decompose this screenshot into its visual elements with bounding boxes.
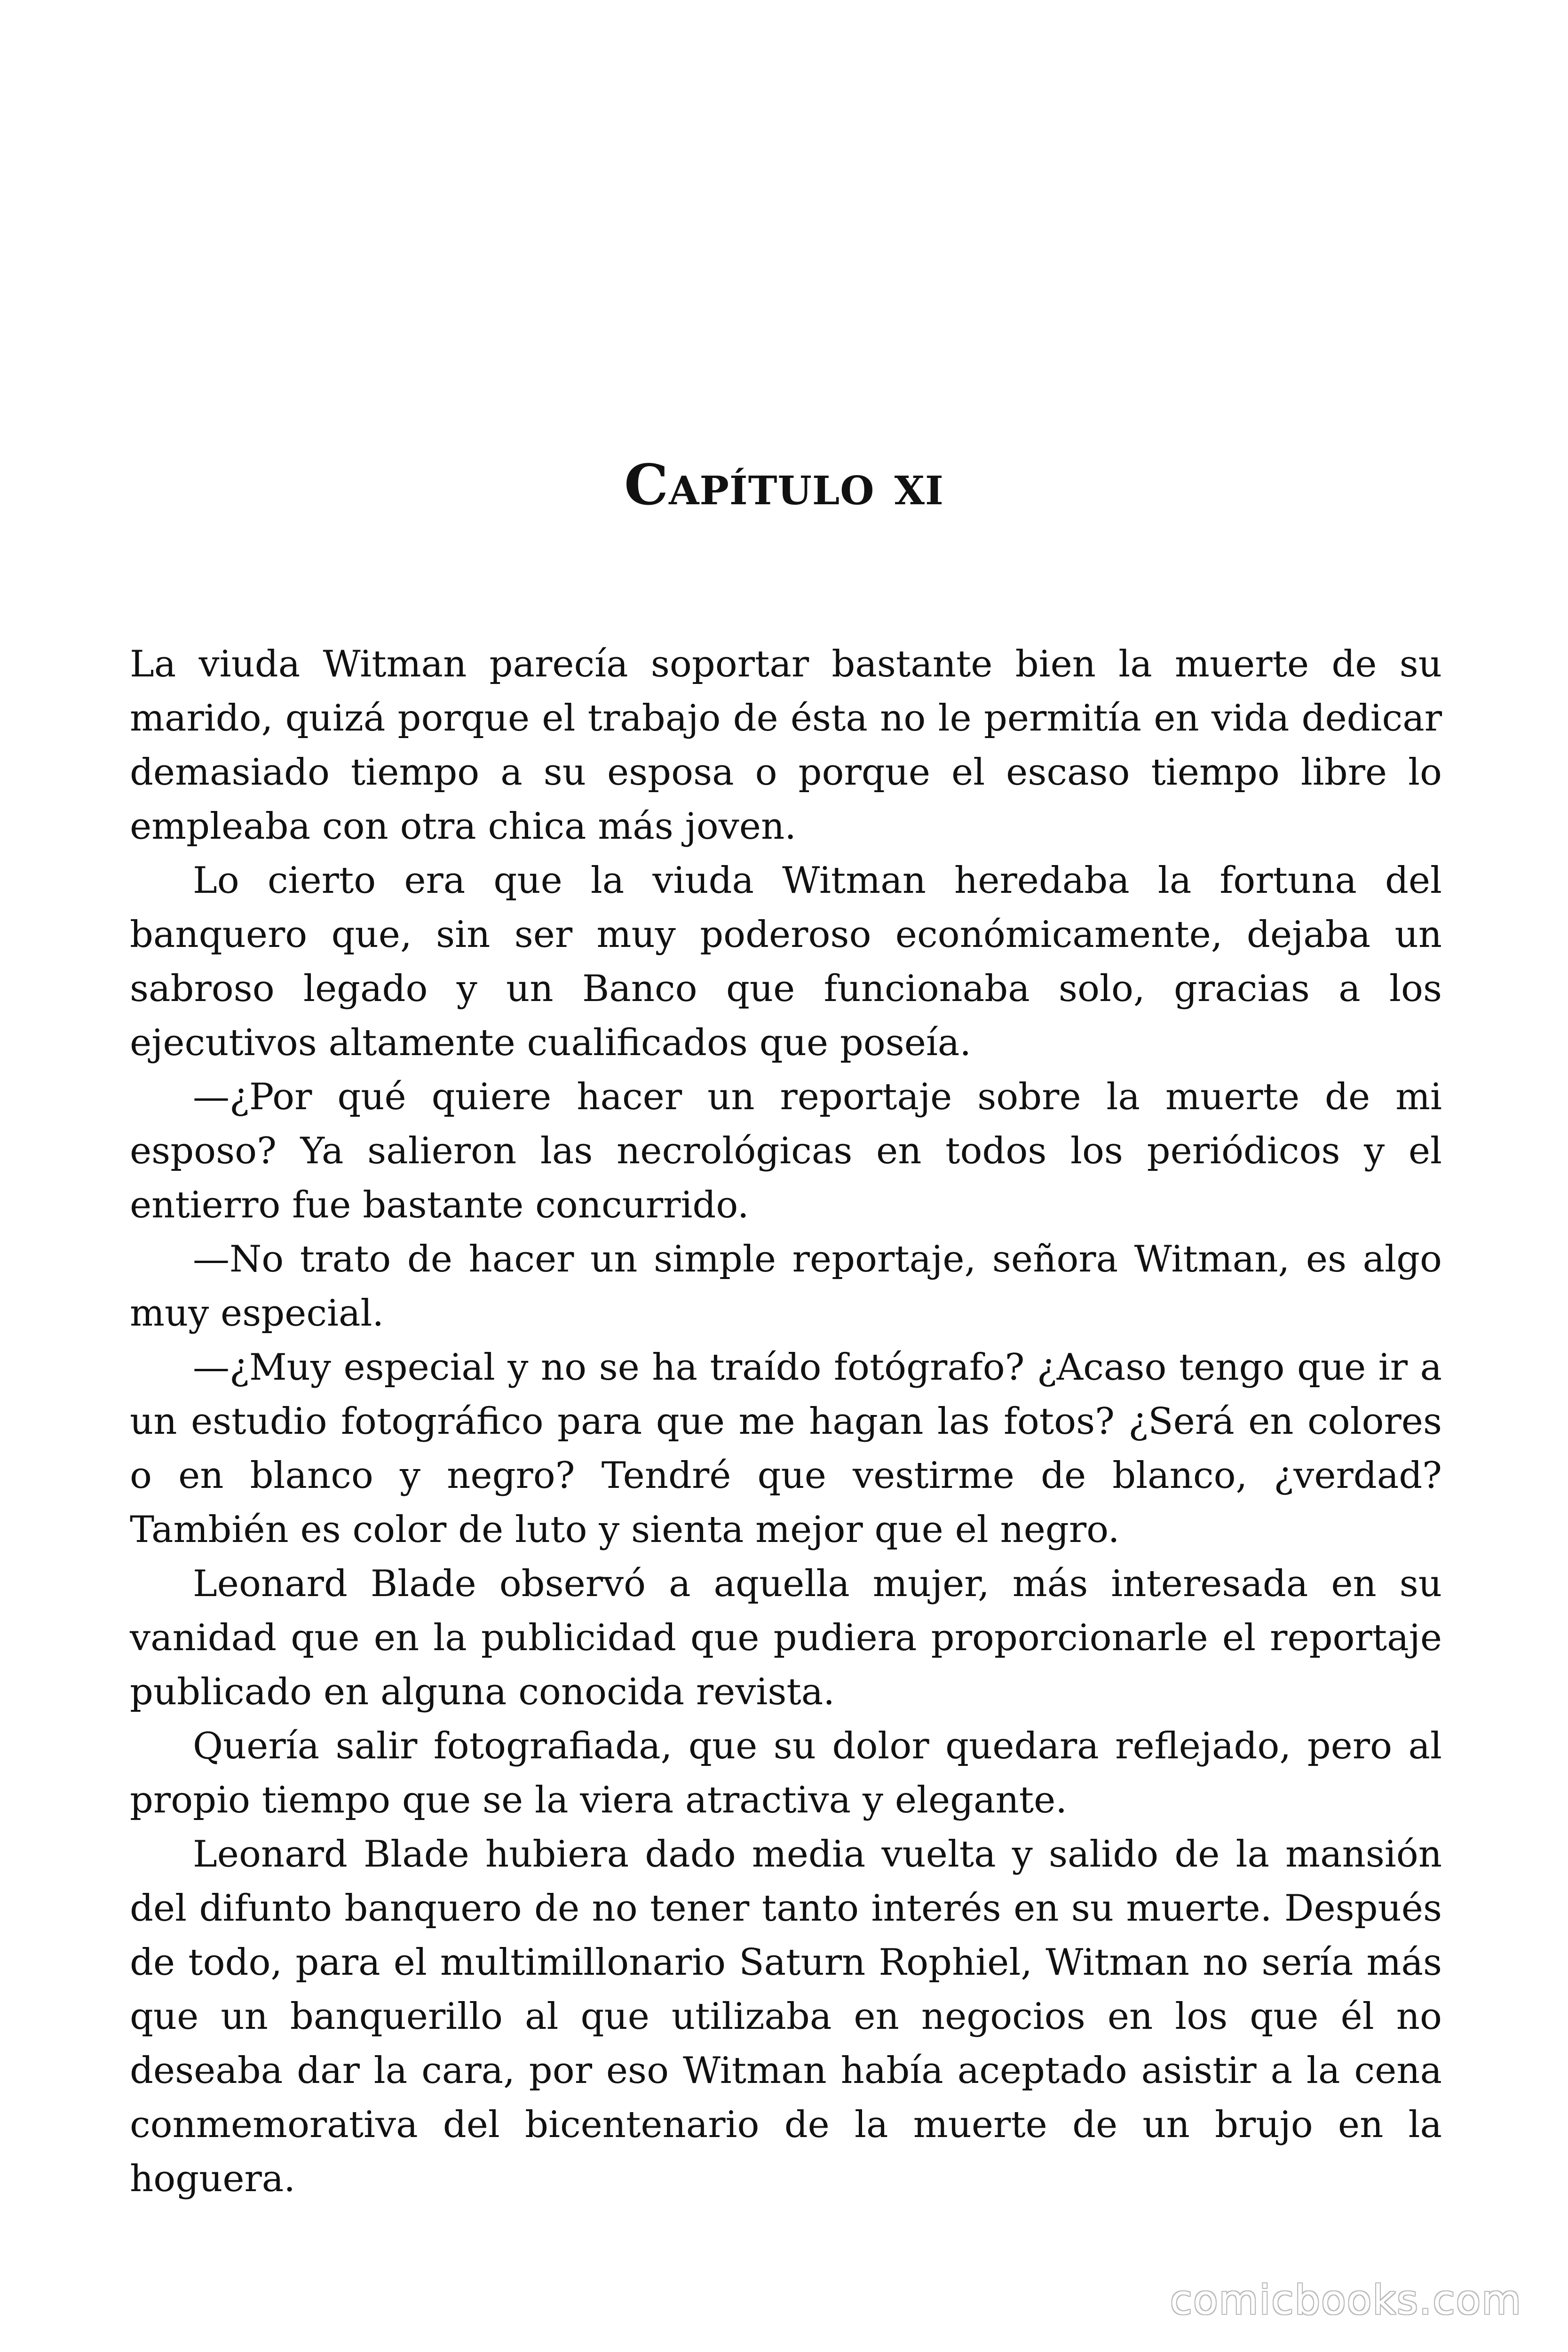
- paragraph-7: Quería salir fotografiada, que su dolor quedara reflejado, pero al propio tiempo que se la viera atractiva y elegante.: [130, 1725, 1442, 1821]
- paragraph-3: —¿Por qué quiere hacer un reportaje sobre la muerte de mi esposo? Ya salieron las necrológicas en todos los periódicos y el entierro fue bastante concurrido.: [130, 1076, 1442, 1226]
- paragraph-2: Lo cierto era que la viuda Witman heredaba la fortuna del banquero que, sin ser muy poderoso económicamente, dejaba un sabroso legado y un Banco que funcionaba solo, gracias a los ejecutivos altamente cualificados que poseía.: [130, 859, 1442, 1064]
- paragraph-5: —¿Muy especial y no se ha traído fotógrafo? ¿Acaso tengo que ir a un estudio fotográfico para que me hagan las fotos? ¿Será en colores o en blanco y negro? Tendré que vestirme de blanco, ¿verdad? También es color de luto y sienta mejor que el negro.: [130, 1346, 1442, 1551]
- paragraph-8: Leonard Blade hubiera dado media vuelta y salido de la mansión del difunto banquero de no tener tanto interés en su muerte. Después de todo, para el multimillonario Saturn Rophiel, Witman no sería más que un banquerillo al que utilizaba en negocios en los que él no deseaba dar la cara, por eso Witman había aceptado asistir a la cena conmemorativa del bicentenario de la muerte de un brujo en la hoguera.: [130, 1833, 1442, 2200]
- chapter-title: Capítulo xi: [624, 452, 944, 517]
- paragraph-1: La viuda Witman parecía soportar bastante bien la muerte de su marido, quizá porque el trabajo de ésta no le permitía en vida dedicar demasiado tiempo a su esposa o porque el escaso tiempo libre lo empleaba con otra chica más joven.: [130, 643, 1442, 848]
- paragraph-4: —No trato de hacer un simple reportaje, señora Witman, es algo muy especial.: [130, 1238, 1442, 1335]
- watermark: comicbooks.com: [1170, 2277, 1522, 2324]
- paragraph-6: Leonard Blade observó a aquella mujer, más interesada en su vanidad que en la publicidad que pudiera proporcionarle el reportaje publicado en alguna conocida revista.: [130, 1563, 1442, 1713]
- chapter-body: [130, 637, 1442, 2206]
